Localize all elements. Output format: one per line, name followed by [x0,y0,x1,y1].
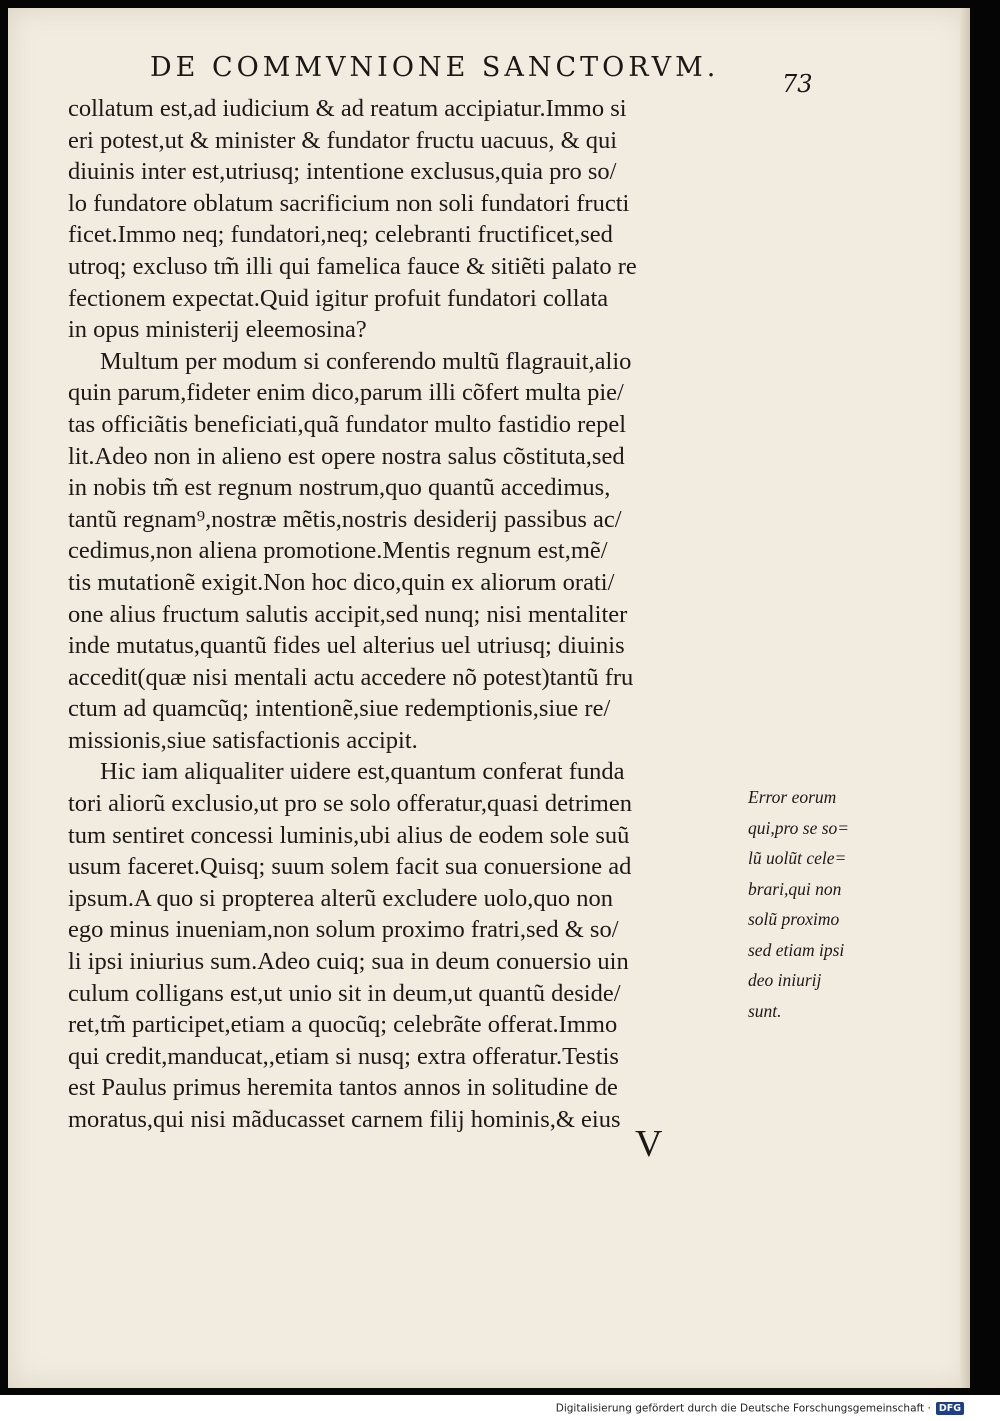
digitization-credit [556,1402,964,1415]
text-line: missionis,siue satisfactionis accipit. [68,726,418,754]
text-line: eri potest,ut & minister & fundator fructu uacuus, & qui [68,126,618,154]
page-number: 73 [782,70,813,98]
text-line: one alius fructum salutis accipit,sed nunq; nisi mentaliter [68,600,628,628]
marginal-note-line: deo iniurij [748,970,822,990]
marginal-note-line: brari,qui non [748,878,842,899]
text-line: ret,tm̃ participet,etiam a quocũq; celebrãte offerat.Immo [68,1011,618,1039]
text-line: cedimus,non aliena promotione.Mentis regnum est,mẽ/ [68,537,608,565]
text-line: qui credit,manducat,,etiam si nusq; extra offeratur.Testis [68,1042,619,1070]
marginal-note-line: sed etiam ipsi [748,939,845,960]
text-line: tas officiãtis beneficiati,quã fundator multo fastidio repel [68,410,627,438]
text-line: tantũ regnam⁹,nostræ mẽtis,nostris desiderij passibus ac/ [68,505,622,533]
paragraph-start-line: Hic iam aliqualiter uidere est,quantum conferat funda [100,758,625,786]
text-line: usum faceret.Quisq; suum solem facit sua conuersione ad [68,853,632,881]
text-line: lit.Adeo non in alieno est opere nostra salus cõstituta,sed [68,442,625,470]
text-line: in nobis tm̃ est regnum nostrum,quo quantũ accedimus, [68,474,611,502]
text-line: culum colligans est,ut unio sit in deum,ut quantũ deside/ [68,979,621,1007]
marginal-note-line: qui,pro se so= [748,817,850,838]
text-line: quin parum,fideter enim dico,parum illi cõfert multa pie/ [68,379,624,407]
marginal-note [748,782,888,1026]
paragraph-start-line: Multum per modum si conferendo multũ flagrauit,alio [100,347,632,375]
dfg-logo-icon: DFG [936,1402,964,1415]
page-edge [960,8,970,1388]
text-line: ego minus inueniam,non solum proximo fratri,sed & so/ [68,916,619,944]
text-line: inde mutatus,quantũ fides uel alterius uel utriusq; diuinis [68,632,625,660]
text-line: fectionem expectat.Quid igitur profuit fundatori collata [68,284,609,312]
marginal-note-line: solũ proximo [748,909,840,929]
marginal-note-line: sunt. [748,1000,782,1021]
text-line: ctum ad quamcũq; intentionẽ,siue redemptionis,siue re/ [68,695,611,723]
text-line: in opus ministerij eleemosina? [68,316,367,344]
text-line: lo fundatore oblatum sacrificium non soli fundatori fructi [68,189,630,217]
text-line: tis mutationẽ exigit.Non hoc dico,quin ex aliorum orati/ [68,568,615,596]
signature-mark: V [635,1123,663,1165]
text-line: collatum est,ad iudicium & ad reatum accipiatur.Immo si [68,95,627,122]
text-line: tum sentiret concessi luminis,ubi alius de eodem sole suũ [68,821,630,849]
text-line: moratus,qui nisi mãducasset carnem filij hominis,& eius [68,1106,621,1133]
text-line: utroq; excluso tm̃ illi qui famelica fauce & sitiẽti palato re [68,252,637,280]
text-line: tori aliorũ exclusio,ut pro se solo offeratur,quasi detrimen [68,790,632,818]
running-head: DE COMMVNIONE SANCTORVM. [150,52,720,83]
main-text [68,93,753,1136]
text-line: diuinis inter est,utriusq; intentione exclusus,quia pro so/ [68,158,617,186]
text-line: li ipsi iniurius sum.Adeo cuiq; sua in deum conuersio uin [68,948,629,976]
text-line: accedit(quæ nisi mentali actu accedere nõ potest)tantũ fru [68,663,634,691]
marginal-note-line: Error eorum [748,787,837,807]
text-line: ficet.Immo neq; fundatori,neq; celebranti fructificet,sed [68,221,613,249]
text-line: est Paulus primus heremita tantos annos in solitudine de [68,1074,618,1102]
marginal-note-line: lũ uolũt cele= [748,848,847,868]
funding-credit-text: Digitalisierung gefördert durch die Deutsche Forschungsgemeinschaft · [555,1402,931,1415]
text-line: ipsum.A quo si propterea alterũ excludere uolo,quo non [68,884,613,912]
